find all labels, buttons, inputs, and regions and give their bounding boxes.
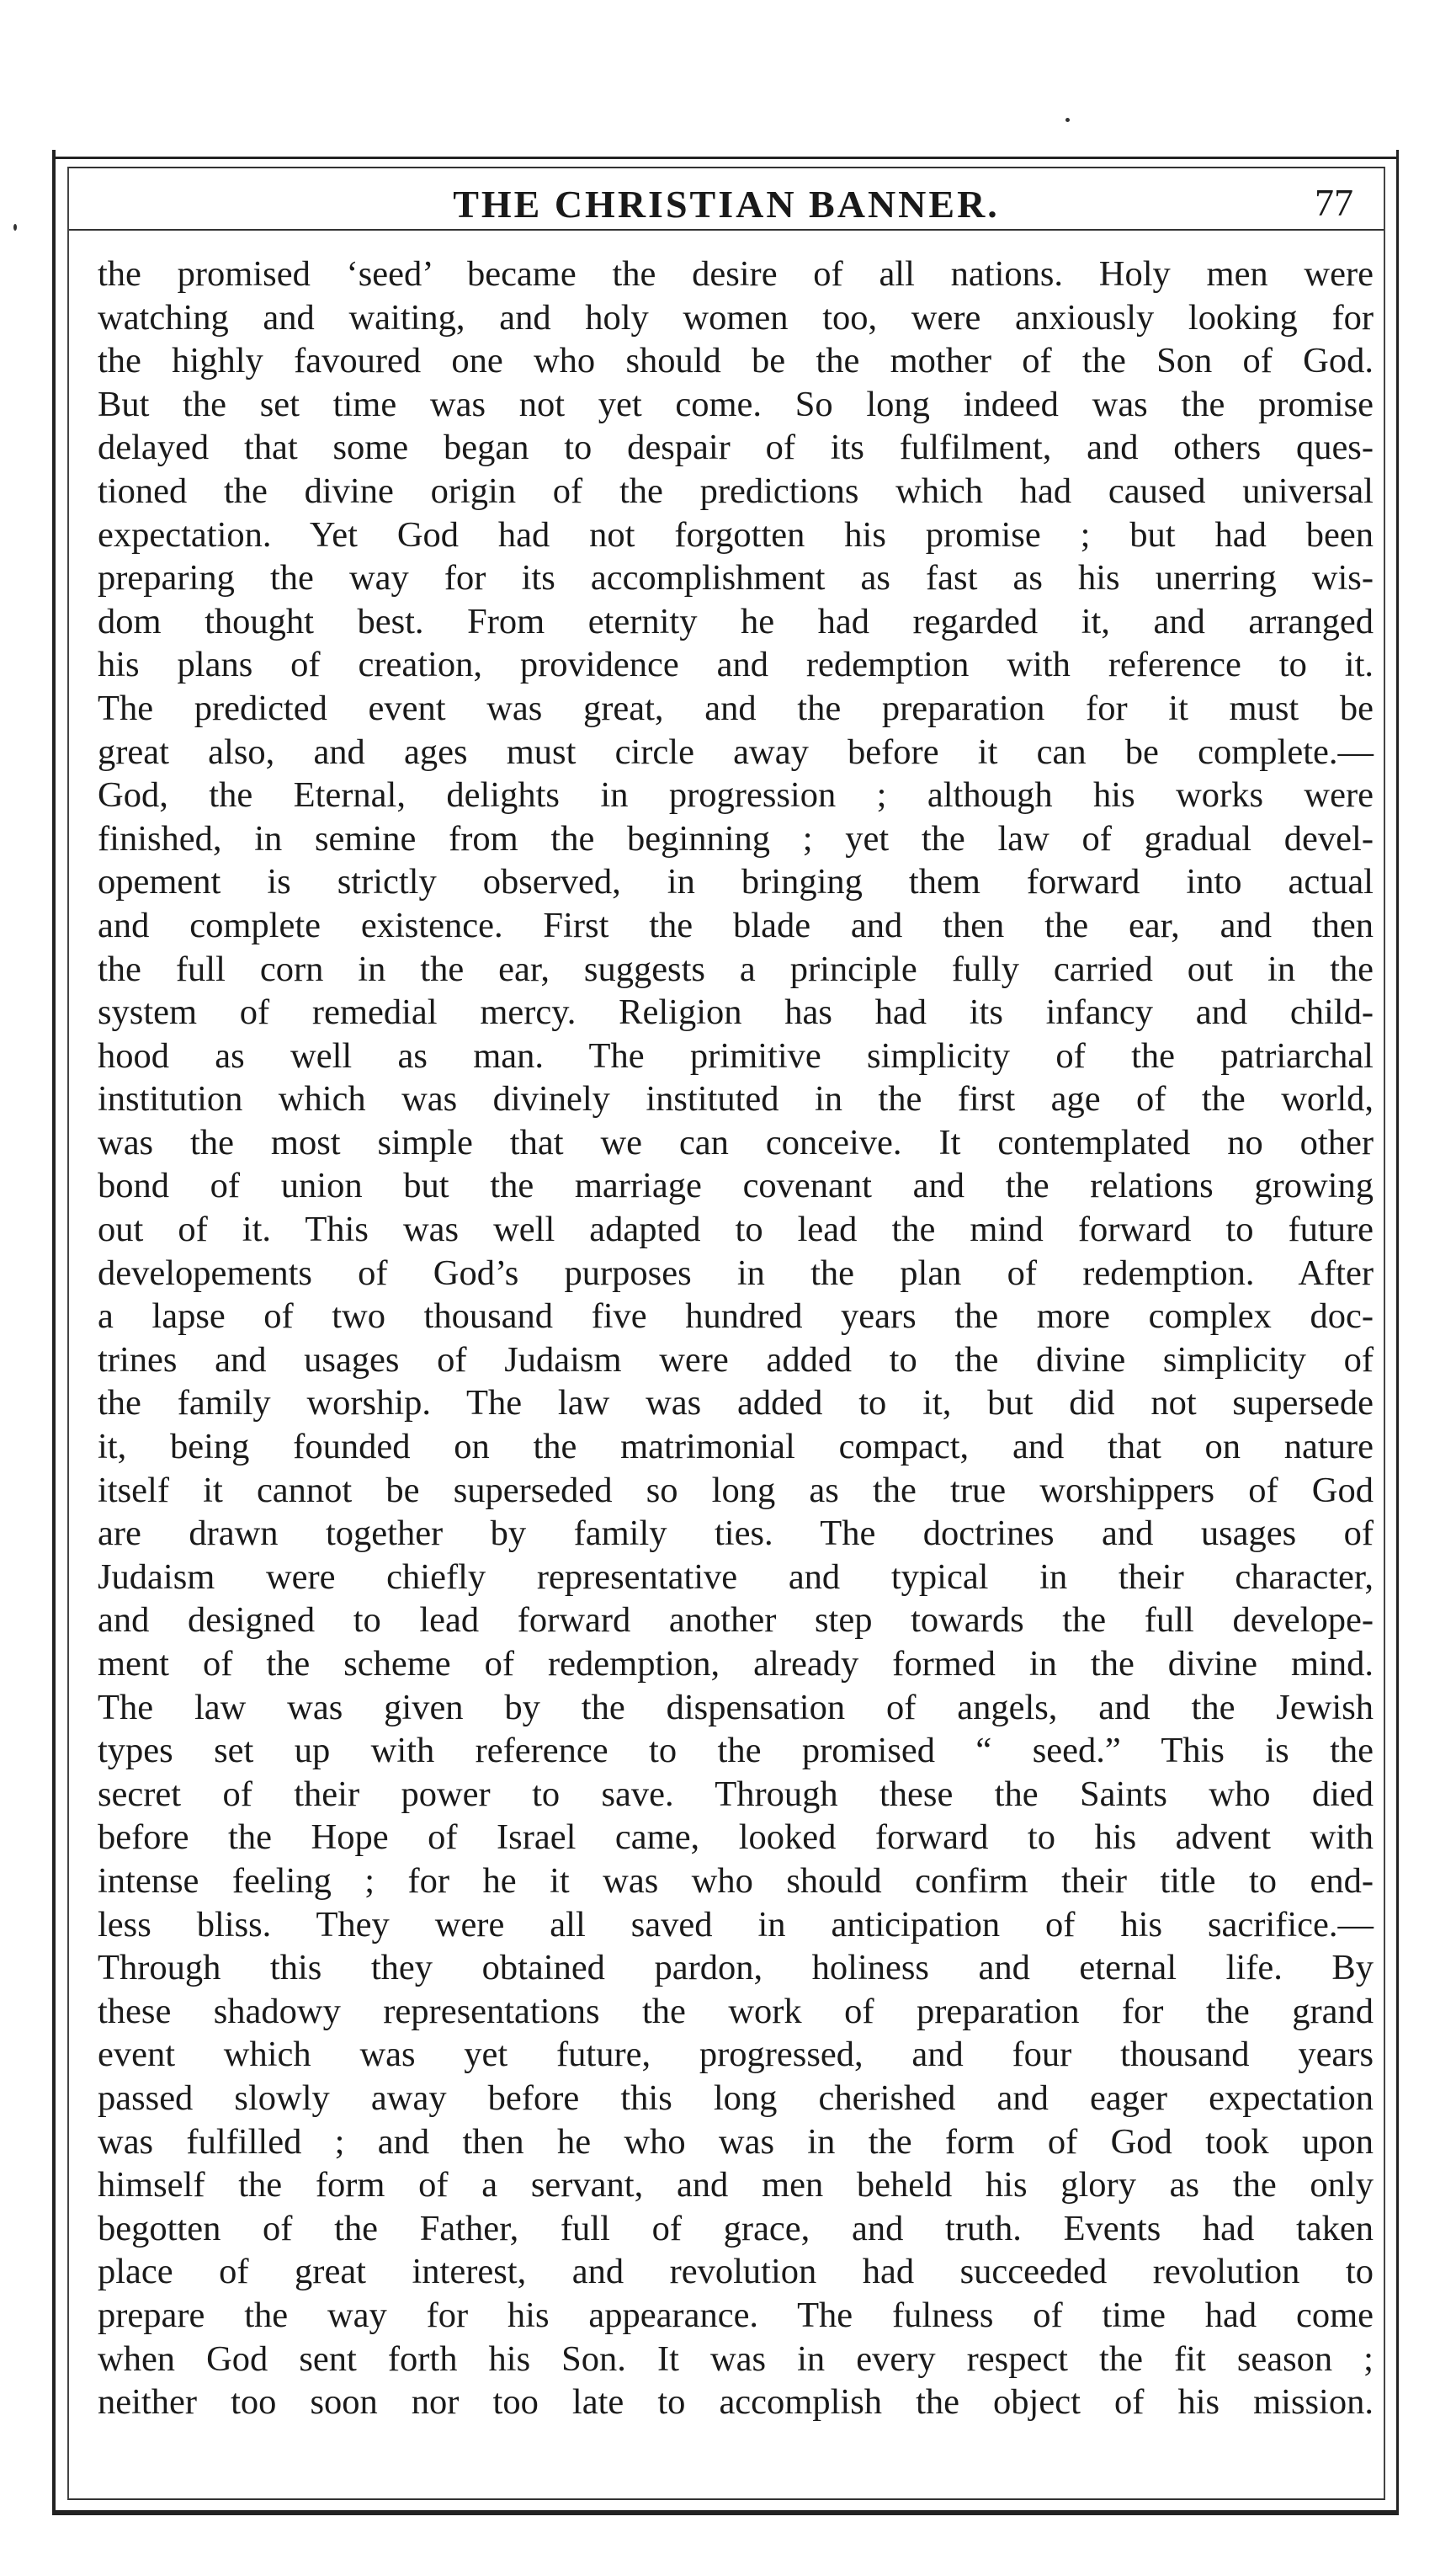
text-line: less bliss. They were all saved in anticipation of his sacrifice.—: [98, 1904, 1374, 1945]
text-line: hood as well as man. The primitive simplicity of the patriarchal: [98, 1035, 1374, 1076]
text-line: itself it cannot be superseded so long as the true worshippers of God: [98, 1470, 1374, 1510]
text-line: developements of God’s purposes in the plan of redemption. After: [98, 1253, 1374, 1293]
text-line: The predicted event was great, and the preparation for it must be: [98, 688, 1374, 728]
text-line: event which was yet future, progressed, and four thousand years: [98, 2035, 1374, 2075]
text-line: system of remedial mercy. Religion has had its infancy and child-: [98, 992, 1374, 1033]
text-line: and complete existence. First the blade and then the ear, and then: [98, 905, 1374, 945]
text-line: these shadowy representations the work of preparation for the grand: [98, 1991, 1374, 2031]
text-line: himself the form of a servant, and men beheld his glory as the only: [98, 2165, 1374, 2205]
text-line: But the set time was not yet come. So long indeed was the promise: [98, 384, 1374, 424]
text-line: The law was given by the dispensation of angels, and the Jewish: [98, 1687, 1374, 1727]
text-line: and designed to lead forward another step towards the full develope-: [98, 1600, 1374, 1641]
text-line: delayed that some began to despair of its fulfilment, and others ques-: [98, 428, 1374, 468]
text-line: expectation. Yet God had not forgotten his promise ; but had been: [98, 514, 1374, 555]
text-line: trines and usages of Judaism were added to the divine simplicity of: [98, 1339, 1374, 1380]
text-line: tioned the divine origin of the predictions which had caused universal: [98, 471, 1374, 511]
print-speck: [1065, 118, 1070, 122]
text-line: was the most simple that we can conceive. It contemplated no other: [98, 1122, 1374, 1162]
text-line: when God sent forth his Son. It was in every respect the fit season ;: [98, 2338, 1374, 2379]
text-line: the highly favoured one who should be the mother of the Son of God.: [98, 341, 1374, 381]
text-line: secret of their power to save. Through these the Saints who died: [98, 1774, 1374, 1814]
text-line: before the Hope of Israel came, looked forward to his advent with: [98, 1817, 1374, 1858]
header-bottom-rule: [69, 229, 1384, 231]
text-line: the full corn in the ear, suggests a principle fully carried out in the: [98, 949, 1374, 989]
text-line: the promised ‘seed’ became the desire of all nations. Holy men were: [98, 254, 1374, 294]
running-head: [69, 175, 1384, 226]
text-line: his plans of creation, providence and redemption with reference to it.: [98, 645, 1374, 685]
text-line: place of great interest, and revolution had succeeded revolution to: [98, 2252, 1374, 2292]
text-line: preparing the way for its accomplishment as fast as his unerring wis-: [98, 558, 1374, 599]
text-line: begotten of the Father, full of grace, and truth. Events had taken: [98, 2208, 1374, 2248]
text-line: types set up with reference to the promised “ seed.” This is the: [98, 1731, 1374, 1771]
text-line: finished, in semine from the beginning ; yet the law of gradual devel-: [98, 818, 1374, 859]
text-line: are drawn together by family ties. The doctrines and usages of: [98, 1514, 1374, 1554]
text-line: neither too soon nor too late to accomplish the object of his mission.: [98, 2382, 1374, 2423]
text-line: institution which was divinely instituted in the first age of the world,: [98, 1079, 1374, 1120]
text-line: prepare the way for his appearance. The fulness of time had come: [98, 2295, 1374, 2335]
text-line: dom thought best. From eternity he had regarded it, and arranged: [98, 601, 1374, 641]
text-line: watching and waiting, and holy women too, were anxiously looking for: [98, 297, 1374, 338]
text-line: it, being founded on the matrimonial compact, and that on nature: [98, 1427, 1374, 1467]
text-line: the family worship. The law was added to it, but did not supersede: [98, 1383, 1374, 1423]
text-line: out of it. This was well adapted to lead the mind forward to future: [98, 1210, 1374, 1250]
page-number: 77: [1315, 181, 1353, 224]
text-line: ment of the scheme of redemption, already formed in the divine mind.: [98, 1644, 1374, 1684]
text-line: God, the Eternal, delights in progression ; although his works were: [98, 775, 1374, 816]
article-body: [98, 253, 1374, 2424]
text-line: was fulfilled ; and then he who was in the form of God took upon: [98, 2121, 1374, 2162]
text-line: a lapse of two thousand five hundred years the more complex doc-: [98, 1296, 1374, 1337]
text-line: passed slowly away before this long cherished and eager expectation: [98, 2078, 1374, 2118]
text-line: opement is strictly observed, in bringing them forward into actual: [98, 862, 1374, 902]
running-title: THE CHRISTIAN BANNER.: [453, 183, 1000, 226]
text-line: Judaism were chiefly representative and typical in their character,: [98, 1556, 1374, 1597]
text-line: great also, and ages must circle away before it can be complete.—: [98, 732, 1374, 772]
print-speck: [13, 224, 17, 231]
text-line: intense feeling ; for he it was who should confirm their title to end-: [98, 1860, 1374, 1901]
text-line: Through this they obtained pardon, holiness and eternal life. By: [98, 1948, 1374, 1988]
text-line: bond of union but the marriage covenant and the relations growing: [98, 1166, 1374, 1206]
